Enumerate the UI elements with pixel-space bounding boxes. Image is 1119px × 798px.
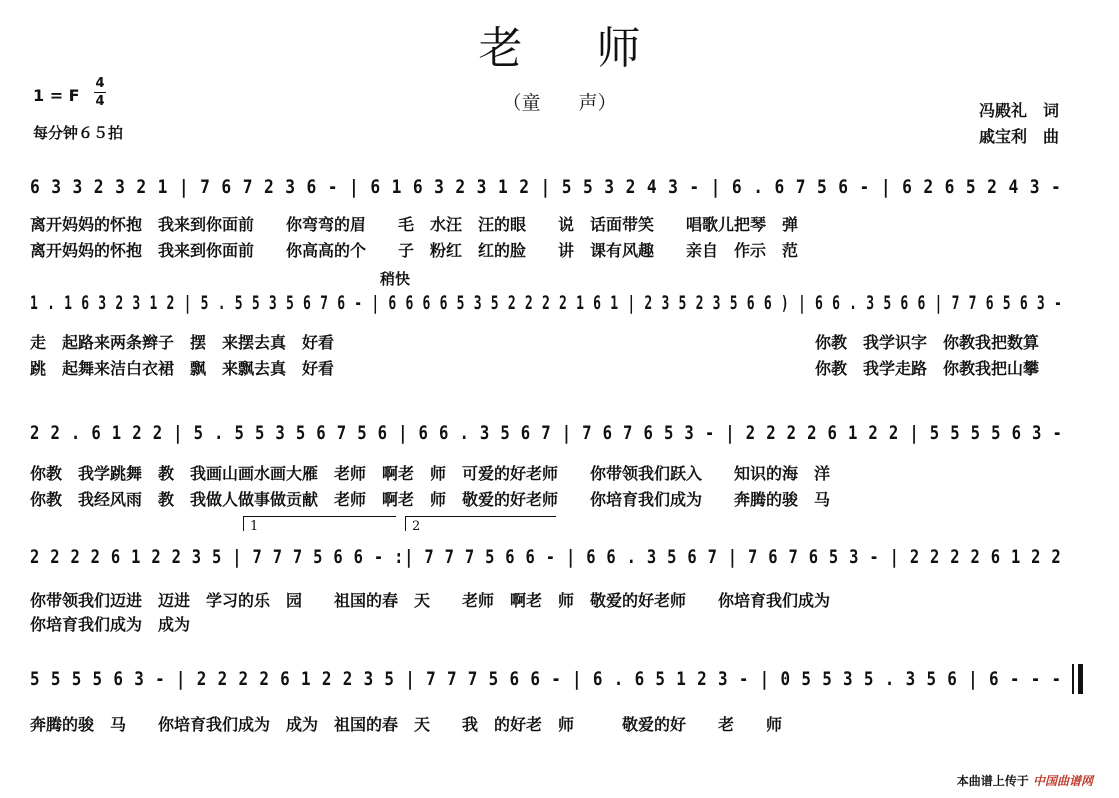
lyric-line-2b-verse-2: 你教 我学走路 你教我把山攀: [815, 359, 1040, 378]
notation-line-2: 1 . 1 6 3 2 3 1 2 | 5 . 5 5 3 5 6 7 6 - | 6 6 6 6 5 3 5 2 2 2 2 1 6 1 | 2 3 5 2 3 5 6 6 ) | 6 6 . 3 5 6 6 | 7 7 6 5 6 3 -: [30, 292, 1063, 314]
upload-credit-text: 本曲谱上传于: [956, 774, 1029, 788]
volta-bracket-1: [243, 516, 396, 534]
lyric-line-5: 奔腾的骏 马 你培育我们成为 成为 祖国的春 天 我 的好老 师 敬爱的好 老 师: [30, 715, 783, 734]
lyric-line-2-verse-2: 跳 起舞来洁白衣裙 飘 来飘去真 好看: [30, 359, 335, 378]
notation-line-1: 6 3 3 2 3 2 1 | 7 6 7 2 3 6 - | 6 1 6 3 2 3 1 2 | 5 5 3 2 4 3 - | 6 . 6 7 5 6 - | 6 2 6 5 2 4 3 -: [30, 176, 1062, 198]
lyric-line-1-verse-1: 离开妈妈的怀抱 我来到你面前 你弯弯的眉 毛 水汪 汪的眼 说 话面带笑 唱歌儿把琴 弹: [30, 215, 799, 234]
final-barline-thin: [1072, 664, 1074, 694]
final-barline-thick: [1078, 664, 1083, 694]
tempo-change-marking: 稍快: [380, 270, 411, 288]
meter-divider: [94, 92, 106, 93]
volta-bracket-2: [405, 516, 556, 534]
notation-line-3: 2 2 . 6 1 2 2 | 5 . 5 5 3 5 6 7 5 6 | 6 6 . 3 5 6 7 | 7 6 7 6 5 3 - | 2 2 2 2 6 1 2 2 | 5 5 5 5 6 3 -: [30, 422, 1063, 444]
lyric-line-4-verse-1: 你带领我们迈进 迈进 学习的乐 园 祖国的春 天 老师 啊老 师 敬爱的好老师 你培育我们成为: [30, 591, 831, 610]
notation-line-5: 5 5 5 5 6 3 - | 2 2 2 2 6 1 2 2 3 5 | 7 7 7 5 6 6 - | 6 . 6 5 1 2 3 - | 0 5 5 3 5 . 3 5 6 | 6 - - -: [30, 668, 1062, 690]
meter-bottom: 4: [95, 94, 105, 109]
lyric-line-1-verse-2: 离开妈妈的怀抱 我来到你面前 你高高的个 子 粉红 红的脸 讲 课有风趣 亲自 作示 范: [30, 241, 799, 260]
volta-1-number: 1: [250, 519, 259, 534]
notation-line-4: 2 2 2 2 6 1 2 2 3 5 | 7 7 7 5 6 6 - :| 7 7 7 5 6 6 - | 6 6 . 3 5 6 7 | 7 6 7 6 5 3 - | 2 2 2 2 6 1 2 2: [30, 546, 1062, 568]
tempo-marking: 每分钟６５拍: [33, 124, 124, 142]
time-signature: [94, 76, 106, 109]
volta-2-number: 2: [412, 519, 421, 534]
upload-credit: [957, 772, 1093, 789]
lyric-line-4-verse-2: 你培育我们成为 成为: [30, 615, 191, 634]
lyric-line-2b-verse-1: 你教 我学识字 你教我把数算: [815, 333, 1040, 352]
page-title: 老 师: [478, 23, 671, 74]
meter-top: 4: [95, 76, 105, 91]
lyric-line-3-verse-2: 你教 我经风雨 教 我做人做事做贡献 老师 啊老 师 敬爱的好老师 你培育我们成为 奔腾的骏 马: [30, 490, 831, 509]
key-signature: 1 = F: [33, 86, 80, 105]
lyric-line-3-verse-1: 你教 我学跳舞 教 我画山画水画大雁 老师 啊老 师 可爱的好老师 你带领我们跃入 知识的海 洋: [30, 464, 831, 483]
lyricist-credit: 冯殿礼 词: [978, 101, 1059, 120]
lyric-line-2-verse-1: 走 起路来两条辫子 摆 来摆去真 好看: [30, 333, 335, 352]
composer-credit: 戚宝利 曲: [978, 127, 1059, 146]
voice-subtitle: （童 声）: [502, 92, 617, 114]
site-brand-logo[interactable]: 中国曲谱网: [1032, 774, 1093, 788]
